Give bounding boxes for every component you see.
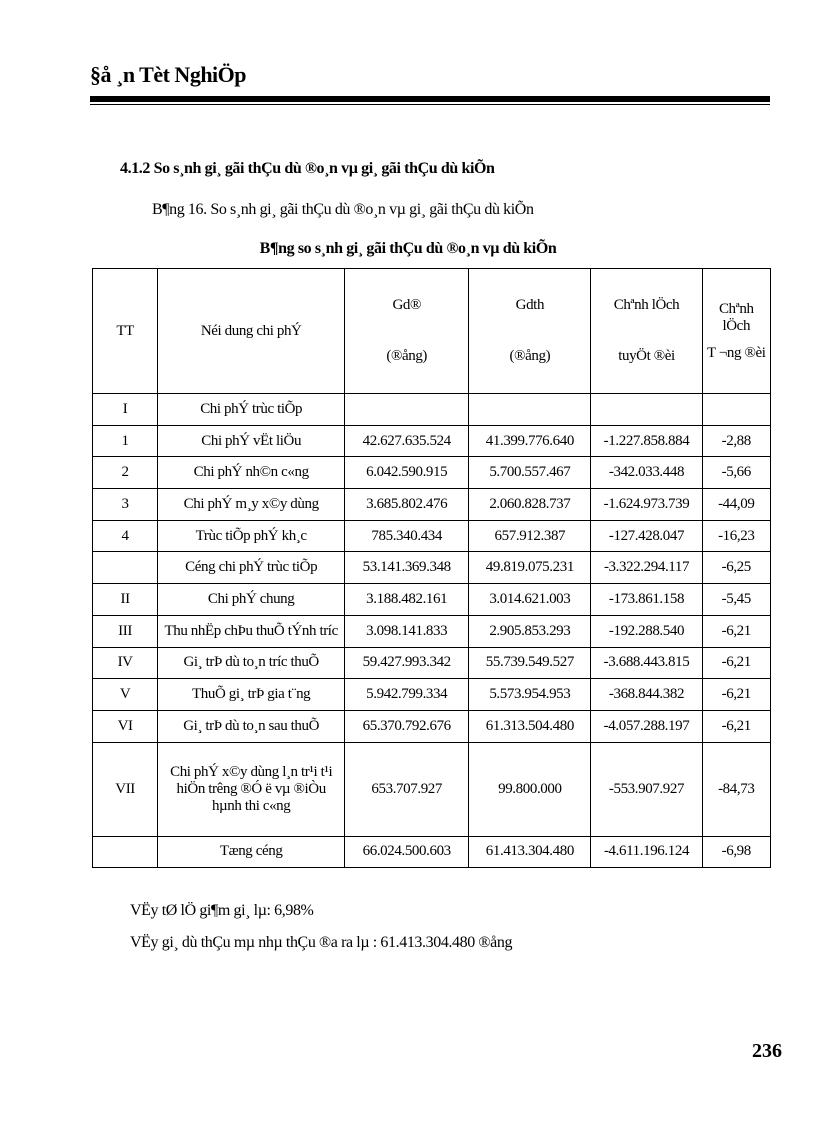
cell-content: Chi phÝ nh©n c«ng	[158, 457, 345, 489]
cell-gdth: 99.800.000	[469, 742, 591, 836]
cell-rel-diff: -5,45	[702, 584, 770, 616]
cell-content: Gi¸ trÞ dù to¸n tríc thuÕ	[158, 647, 345, 679]
cell-content: Chi phÝ vËt liÖu	[158, 425, 345, 457]
table-row	[93, 552, 771, 584]
header-gdth	[469, 269, 591, 394]
cell-abs-diff: -3.322.294.117	[591, 552, 702, 584]
cell-rel-diff: -44,09	[702, 489, 770, 521]
header-rule-thick	[90, 96, 770, 102]
cell-abs-diff: -173.861.158	[591, 584, 702, 616]
cell-tt: 4	[93, 520, 158, 552]
cell-rel-diff: -5,66	[702, 457, 770, 489]
cell-abs-diff: -4.057.288.197	[591, 710, 702, 742]
cell-abs-diff: -1.227.858.884	[591, 425, 702, 457]
cell-abs-diff: -4.611.196.124	[591, 836, 702, 867]
header-abs-label: Chªnh lÖch	[613, 297, 680, 313]
table-title: B¶ng so s¸nh gi¸ gãi thÇu dù ®o¸n vµ dù kiÕn	[259, 240, 557, 257]
table-row	[93, 457, 771, 489]
cell-content: Chi phÝ chung	[158, 584, 345, 616]
table-row	[93, 647, 771, 679]
cell-abs-diff: -192.288.540	[591, 615, 702, 647]
cell-abs-diff: -368.844.382	[591, 679, 702, 711]
header-gd-label: Gd®	[392, 297, 421, 313]
bid-price-note: VËy gi¸ dù thÇu mµ nhµ thÇu ®a ra lµ : 61.413.304.480 ®ång	[130, 934, 513, 951]
header-rel-diff	[702, 269, 770, 394]
cell-tt: VI	[93, 710, 158, 742]
cell-abs-diff	[591, 394, 702, 426]
cell-content: Chi phÝ x©y dùng l¸n tr¹i t¹i hiÖn trêng ®Ó ë vµ ®iÒu hµnh thi c«ng	[158, 742, 345, 836]
header-gd	[345, 269, 469, 394]
cell-rel-diff: -84,73	[702, 742, 770, 836]
section-heading: 4.1.2 So s¸nh gi¸ gãi thÇu dù ®o¸n vµ gi¸ gãi thÇu dù kiÕn	[120, 160, 495, 177]
table-row	[93, 836, 771, 867]
cell-gdth: 5.573.954.953	[469, 679, 591, 711]
cell-gdth: 61.413.304.480	[469, 836, 591, 867]
cell-rel-diff: -6,21	[702, 647, 770, 679]
cell-rel-diff: -6,21	[702, 710, 770, 742]
cell-tt: V	[93, 679, 158, 711]
cell-gd: 3.685.802.476	[345, 489, 469, 521]
cell-gdth: 657.912.387	[469, 520, 591, 552]
cell-rel-diff	[702, 394, 770, 426]
cell-rel-diff: -2,88	[702, 425, 770, 457]
cell-gd: 3.188.482.161	[345, 584, 469, 616]
cell-abs-diff: -1.624.973.739	[591, 489, 702, 521]
cell-tt: 2	[93, 457, 158, 489]
table-row	[93, 425, 771, 457]
cell-gdth: 5.700.557.467	[469, 457, 591, 489]
header-rel-sub: T ¬ng ®èi	[707, 344, 766, 361]
cell-content: ThuÕ gi¸ trÞ gia t¨ng	[158, 679, 345, 711]
cell-gd: 66.024.500.603	[345, 836, 469, 867]
header-gdth-unit: (®ång)	[509, 348, 551, 364]
cell-abs-diff: -127.428.047	[591, 520, 702, 552]
header-abs-diff	[591, 269, 702, 394]
cell-gdth: 49.819.075.231	[469, 552, 591, 584]
cell-content: Céng chi phÝ trùc tiÕp	[158, 552, 345, 584]
cell-tt: VII	[93, 742, 158, 836]
page-header-title: §å ¸n Tèt NghiÖp	[90, 62, 247, 87]
header-content: Néi dung chi phÝ	[158, 269, 345, 394]
discount-note: VËy tØ lÖ gi¶m gi¸ lµ: 6,98%	[130, 902, 314, 919]
cell-tt: I	[93, 394, 158, 426]
cell-gdth: 55.739.549.527	[469, 647, 591, 679]
table-body	[93, 394, 771, 868]
cell-gd: 653.707.927	[345, 742, 469, 836]
cell-tt	[93, 836, 158, 867]
cell-tt	[93, 552, 158, 584]
cell-rel-diff: -6,21	[702, 615, 770, 647]
cell-content: Chi phÝ trùc tiÕp	[158, 394, 345, 426]
table-row	[93, 615, 771, 647]
table-row	[93, 710, 771, 742]
cell-gd	[345, 394, 469, 426]
page-number: 236	[752, 1040, 782, 1062]
cell-content: Trùc tiÕp phÝ kh¸c	[158, 520, 345, 552]
header-tt: TT	[93, 269, 158, 394]
cell-abs-diff: -553.907.927	[591, 742, 702, 836]
cell-tt: II	[93, 584, 158, 616]
cell-rel-diff: -6,25	[702, 552, 770, 584]
header-rule-thin	[90, 104, 770, 105]
cell-gdth: 2.060.828.737	[469, 489, 591, 521]
cell-gd: 59.427.993.342	[345, 647, 469, 679]
cell-abs-diff: -3.688.443.815	[591, 647, 702, 679]
comparison-table	[92, 268, 771, 868]
table-row	[93, 584, 771, 616]
table-row	[93, 742, 771, 836]
table-row	[93, 489, 771, 521]
header-gd-unit: (®ång)	[386, 348, 428, 364]
table-row	[93, 394, 771, 426]
cell-gd: 6.042.590.915	[345, 457, 469, 489]
cell-content: Gi¸ trÞ dù to¸n sau thuÕ	[158, 710, 345, 742]
cell-tt: 3	[93, 489, 158, 521]
cell-abs-diff: -342.033.448	[591, 457, 702, 489]
cell-tt: III	[93, 615, 158, 647]
cell-tt: 1	[93, 425, 158, 457]
cell-gd: 5.942.799.334	[345, 679, 469, 711]
header-gdth-label: Gdth	[515, 297, 545, 313]
cell-gd: 42.627.635.524	[345, 425, 469, 457]
table-row	[93, 679, 771, 711]
table-row	[93, 520, 771, 552]
table-header-row	[93, 269, 771, 394]
cell-gd: 3.098.141.833	[345, 615, 469, 647]
cell-content: Chi phÝ m¸y x©y dùng	[158, 489, 345, 521]
table-caption: B¶ng 16. So s¸nh gi¸ gãi thÇu dù ®o¸n vµ gi¸ gãi thÇu dù kiÕn	[152, 201, 534, 218]
cell-rel-diff: -16,23	[702, 520, 770, 552]
cell-tt: IV	[93, 647, 158, 679]
header-rel-label: Chªnh lÖch	[718, 300, 754, 334]
cell-gd: 53.141.369.348	[345, 552, 469, 584]
cell-gd: 785.340.434	[345, 520, 469, 552]
header-abs-sub: tuyÖt ®èi	[618, 348, 675, 364]
cell-gdth: 41.399.776.640	[469, 425, 591, 457]
cell-gdth: 2.905.853.293	[469, 615, 591, 647]
cell-gdth	[469, 394, 591, 426]
cell-content: Tæng céng	[158, 836, 345, 867]
cell-gd: 65.370.792.676	[345, 710, 469, 742]
cell-rel-diff: -6,98	[702, 836, 770, 867]
cell-gdth: 3.014.621.003	[469, 584, 591, 616]
cell-content: Thu nhËp chÞu thuÕ tÝnh tríc	[158, 615, 345, 647]
cell-rel-diff: -6,21	[702, 679, 770, 711]
cell-gdth: 61.313.504.480	[469, 710, 591, 742]
